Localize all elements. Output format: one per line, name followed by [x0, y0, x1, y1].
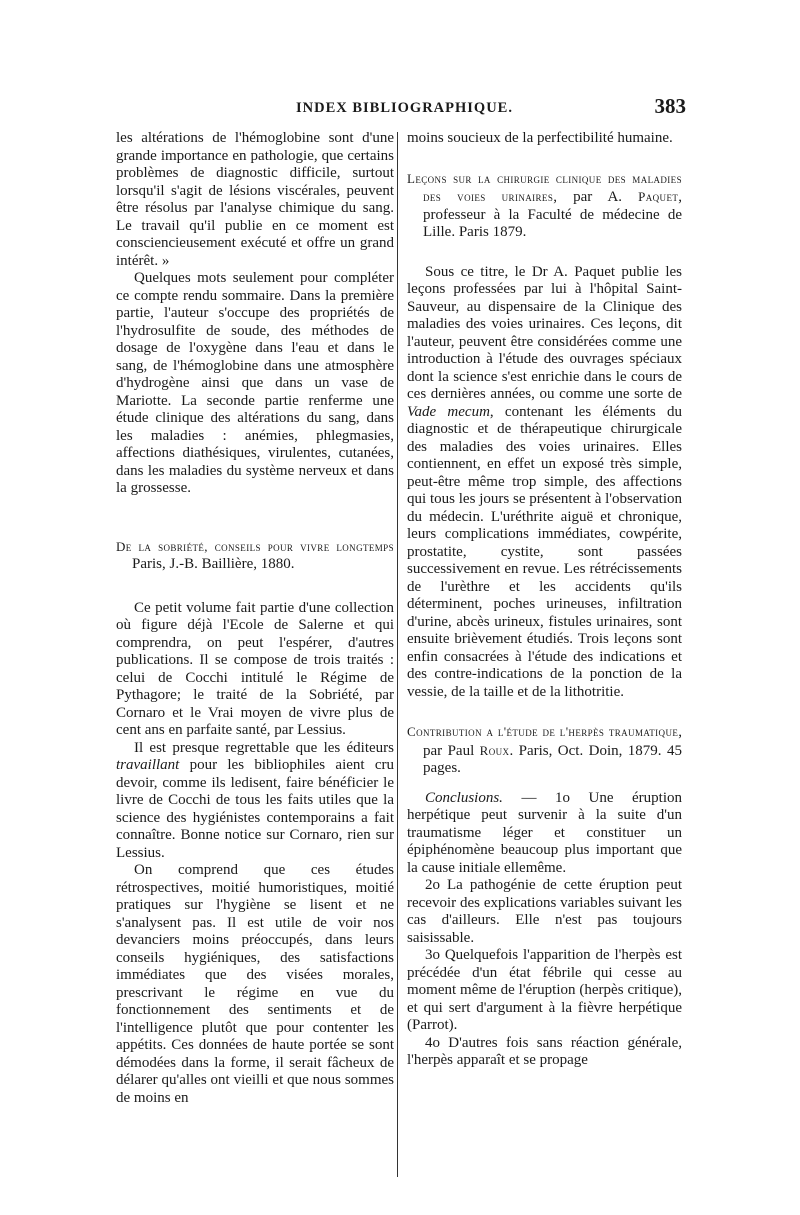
paragraph: moins soucieux de la perfectibilité humaine. — [407, 130, 673, 146]
paragraph: Quelques mots seulement pour compléter ce compte rendu sommaire. Dans la première partie, l'auteur s'occupe des propriétés de l'hydrosulfite de soude, des méthodes de dosage de l'oxygène dans l'eau et dans le sang, de l'hémoglobine dans une atmosphère d'hydrogène ainsi que dans un vase de Mariotte. La seconde partie renferme une étude clinique des altérations du sang, dans les maladies : anémies, phlegmasies, affections diathésiques, virulentes, cutanées, dans les maladies du système nerveux et dans la grossesse. — [116, 270, 394, 496]
column-divider — [397, 132, 398, 1177]
page-header — [116, 94, 686, 120]
paragraph: On comprend que ces études rétrospectives, moitié humoristiques, moitié pratiques sur l'hygiène se lisent et ne s'analysent pas. Il est utile de voir nos devanciers moins préoccupés, dans leurs conseils hygiéniques, des satisfactions immédiates que des visées morales, prescrivant le régime en vue du fonctionnement des sentiments et de l'intelligence plutôt que pour contenter les appétits. Ces données de haute portée se sont démodées dans la forme, il serait fâcheux de délarer qu'alles ont vieilli et que nous sommes de moins en — [116, 862, 394, 1106]
paragraph: Ce petit volume fait partie d'une collection où figure déjà l'Ecole de Salerne et qui comprendra, on peut l'espérer, d'autres publications. Il se compose de trois traités : celui de Cocchi intitulé le Régime de Pythagore; le traité de la Sobriété, par Cornaro et le Vrai moyen de vivre plus de cent ans en parfaite santé, par Lessius. — [116, 599, 394, 738]
text-segment: — 1o Une éruption herpétique peut survenir à la suite d'un traumatisme léger et constituer un épiphénomène beaucoup plus important que la cause initiale ellemême. — [407, 789, 682, 876]
bibliographic-entry — [407, 723, 682, 778]
left-column — [116, 130, 394, 1107]
entry-author: Roux — [479, 742, 510, 758]
paragraph: 3o Quelquefois l'apparition de l'herpès est précédée d'un état fébrile qui cesse au moment même de l'éruption (herpès critique), et qui sert d'argument à la fièvre herpétique (Parrot). — [407, 947, 682, 1033]
paragraph — [407, 264, 682, 702]
right-column — [407, 130, 682, 1070]
italic-term: Vade mecum — [407, 403, 490, 420]
text-segment: , professeur à la Faculté de médecine de Lille. Paris 1879. — [423, 189, 682, 240]
entry-publisher: Paris, J.-B. Baillière, 1880. — [132, 556, 295, 572]
entry-title: Contribution a l'étude de l'herpès traumatique — [407, 724, 679, 739]
paragraph — [407, 790, 682, 878]
text-segment: pour les bibliophiles aient cru devoir, comme ils ledisent, faire bénéficier le livre de Cocchi de tous les faits utiles que la science des hygiénistes contemporains a fait connaître. Bonne notice sur Cornaro, rien sur Lessius. — [116, 757, 394, 861]
text-segment: , par Paul — [423, 724, 682, 759]
page-number: 383 — [654, 94, 686, 118]
paragraph: 2o La pathogénie de cette éruption peut recevoir des explications variables suivant les cas d'ailleurs. Elle n'est pas toujours saisissable. — [407, 877, 682, 946]
text-segment: Il est presque regrettable que les éditeurs — [134, 739, 394, 756]
bibliographic-entry — [407, 170, 682, 242]
entry-title: Leçons sur la chirurgie clinique des maladies des voies urinaires — [407, 170, 682, 204]
running-title: INDEX BIBLIOGRAPHIQUE. — [296, 100, 513, 116]
text-segment: , par A. — [553, 189, 639, 205]
text-segment: . Paris, Oct. Doin, 1879. 45 pages. — [423, 742, 682, 776]
text-segment: Sous ce titre, le Dr A. Paquet publie les leçons professées par lui à l'hôpital Saint-Sauveur, au dispensaire de la Clinique des maladies des voies urinaires. Ces leçons, dit l'auteur, peuvent être considérées comme une introduction à l'étude des ouvrages spéciaux dont la science s'est enrichie dans le cours de ces dernières années, ou comme une sorte de — [407, 263, 682, 402]
conclusions-label: Conclusions. — [425, 789, 503, 806]
text-segment: , contenant les éléments du diagnostic et de thérapeutique chirurgicale des maladies des voies urinaires. Elles contiennent, en effet un exposé très simple, peut-être même trop simple, des affections qui tous les jours se présentent à l'observation du médecin. L'uréthrite aiguë et chronique, leurs complications immédiates, cowpérite, prostatite, cystite, sont passées successivement en revue. Les rétrécissements de l'urèthre et les accidents qu'ils déterminent, poches urineuses, infiltration d'urine, abcès urineux, fistules urinaires, sont ensuite brièvement étudiés. Trois leçons sont enfin consacrées à l'étude des indications et des contre-indications de la ponction de la vessie, de la taille et de la lithotritie. — [407, 403, 682, 700]
italic-term: travaillant — [116, 757, 180, 773]
paragraph: 4o D'autres fois sans réaction générale, l'herpès apparaît et se propage — [407, 1034, 682, 1068]
paragraph — [116, 740, 394, 863]
entry-title: De la sobriété, conseils pour vivre longtemps — [116, 538, 394, 554]
entry-author: Paquet — [638, 189, 679, 204]
bibliographic-entry — [116, 538, 394, 574]
paragraph: les altérations de l'hémoglobine sont d'une grande importance en pathologie, que certains problèmes de diagnostic difficile, surtout lorsqu'il s'agit de lésions viscérales, peuvent être résolus par l'analyse chimique du sang. Le travail qu'il publie en ce moment est consciencieusement exécuté et offre un grand intérêt. » — [116, 130, 394, 269]
